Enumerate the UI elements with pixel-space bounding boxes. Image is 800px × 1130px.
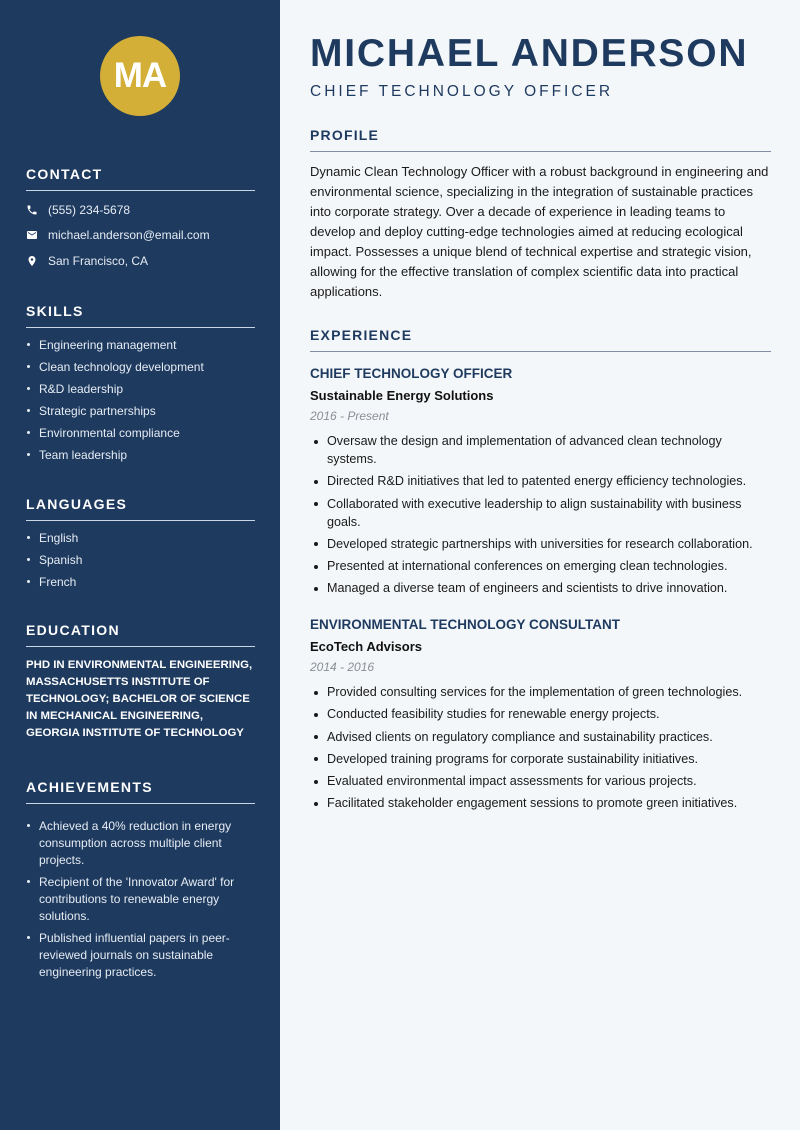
sidebar	[0, 0, 280, 1130]
candidate-title: CHIEF TECHNOLOGY OFFICER	[310, 83, 614, 100]
email-icon	[26, 229, 48, 241]
achievement-item: Recipient of the 'Innovator Award' for contributions to renewable energy solutions.	[26, 874, 255, 925]
job-bullet: Presented at international conferences on emerging clean technologies.	[310, 557, 771, 575]
profile-section	[310, 127, 771, 302]
profile-text: Dynamic Clean Technology Officer with a robust background in engineering and environmental science, specializing in the integration of sustainable practices into corporate strategy. Over a decade of experience in leading teams to develop and deploy cutting-edge technologies aimed at reducing ecological impact. Possesses a unique blend of technical expertise and strategic vision, allowing for the effective translation of complex scientific data into practical applications.	[310, 164, 769, 299]
job-bullet: Collaborated with executive leadership to align sustainability with business goals.	[310, 495, 771, 531]
experience-section	[310, 327, 771, 352]
job-bullet: Conducted feasibility studies for renewable energy projects.	[310, 705, 771, 723]
avatar	[100, 36, 180, 116]
achievements-section	[26, 779, 255, 986]
section-title: LANGUAGES	[26, 496, 255, 521]
section-title: SKILLS	[26, 303, 255, 328]
phone-icon	[26, 204, 48, 216]
job-company: EcoTech Advisors	[310, 639, 422, 654]
experience-entry	[310, 366, 771, 602]
language-item: Spanish	[26, 552, 255, 568]
job-bullet: Facilitated stakeholder engagement sessions to promote green initiatives.	[310, 794, 771, 812]
job-bullet: Oversaw the design and implementation of advanced clean technology systems.	[310, 432, 771, 468]
skill-item: Clean technology development	[26, 359, 255, 375]
section-title: EDUCATION	[26, 622, 255, 647]
education-section	[26, 622, 255, 742]
job-bullet: Directed R&D initiatives that led to patented energy efficiency technologies.	[310, 472, 771, 490]
languages-section	[26, 496, 255, 596]
location-pin-icon	[26, 255, 48, 267]
section-title: EXPERIENCE	[310, 327, 771, 352]
skills-section	[26, 303, 255, 469]
education-text: PHD IN ENVIRONMENTAL ENGINEERING, MASSACHUSETTS INSTITUTE OF TECHNOLOGY; BACHELOR OF SCIENCE IN MECHANICAL ENGINEERING, GEORGIA INSTITUTE OF TECHNOLOGY	[26, 659, 253, 739]
contact-phone[interactable]	[26, 197, 255, 223]
achievement-item: Achieved a 40% reduction in energy consumption across multiple client projects.	[26, 818, 255, 869]
skill-item: Strategic partnerships	[26, 403, 255, 419]
skill-item: Environmental compliance	[26, 425, 255, 441]
languages-list	[26, 530, 255, 590]
job-bullet: Developed strategic partnerships with universities for research collaboration.	[310, 535, 771, 553]
job-role: CHIEF TECHNOLOGY OFFICER	[310, 366, 513, 381]
experience-entry	[310, 617, 771, 817]
job-bullet: Evaluated environmental impact assessments for various projects.	[310, 772, 771, 790]
job-bullet: Managed a diverse team of engineers and scientists to drive innovation.	[310, 579, 771, 597]
contact-text: San Francisco, CA	[48, 253, 149, 268]
achievement-item: Published influential papers in peer-reviewed journals on sustainable engineering practices.	[26, 930, 255, 981]
skill-item: Team leadership	[26, 447, 255, 463]
job-bullet: Developed training programs for corporate sustainability initiatives.	[310, 750, 771, 768]
job-company: Sustainable Energy Solutions	[310, 388, 494, 403]
job-bullet: Advised clients on regulatory compliance and sustainability practices.	[310, 728, 771, 746]
job-bullet: Provided consulting services for the implementation of green technologies.	[310, 683, 771, 701]
section-title: CONTACT	[26, 166, 255, 191]
achievements-list	[26, 818, 255, 981]
job-bullets	[310, 683, 771, 812]
language-item: French	[26, 574, 255, 590]
job-dates: 2014 - 2016	[310, 660, 375, 674]
contact-text: (555) 234-5678	[48, 202, 131, 217]
contact-email[interactable]	[26, 223, 255, 249]
section-title: ACHIEVEMENTS	[26, 779, 255, 804]
job-bullets	[310, 432, 771, 597]
contact-section	[26, 166, 255, 274]
skill-item: R&D leadership	[26, 381, 255, 397]
job-role: ENVIRONMENTAL TECHNOLOGY CONSULTANT	[310, 617, 620, 632]
candidate-name: MICHAEL ANDERSON	[310, 32, 749, 75]
contact-location	[26, 248, 255, 274]
avatar-initials: MA	[113, 56, 167, 95]
contact-text: michael.anderson@email.com	[48, 228, 210, 243]
job-dates: 2016 - Present	[310, 409, 389, 423]
skill-item: Engineering management	[26, 337, 255, 353]
skills-list	[26, 337, 255, 463]
language-item: English	[26, 530, 255, 546]
section-title: PROFILE	[310, 127, 771, 152]
